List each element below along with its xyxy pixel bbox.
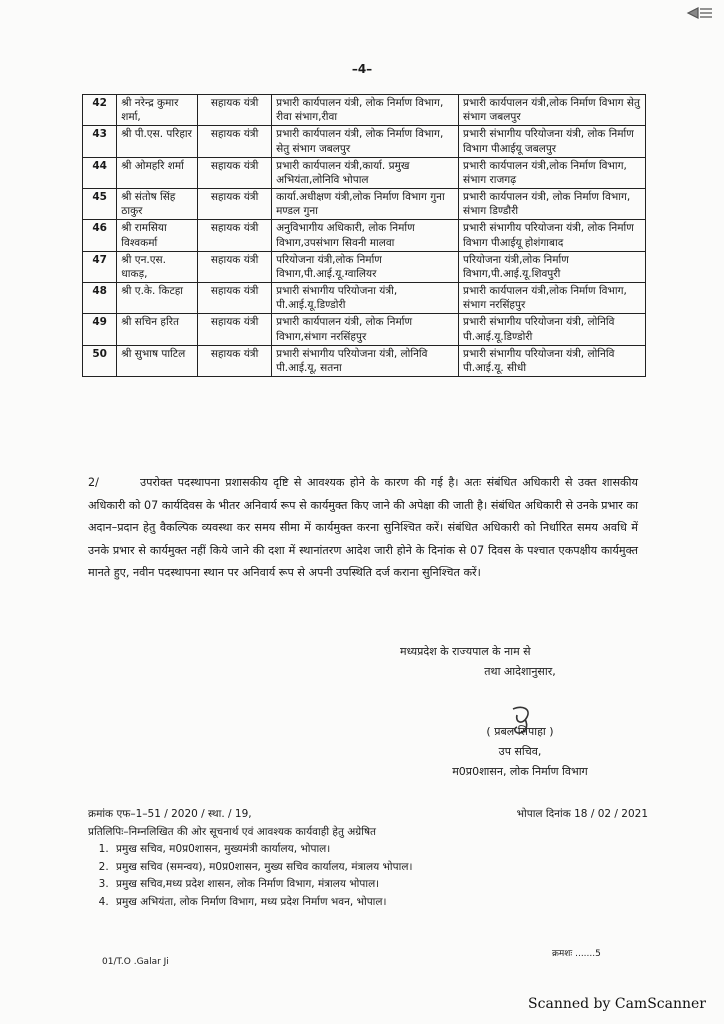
name-cell: श्री नरेन्द्र कुमार शर्मा, — [117, 95, 198, 126]
name-cell: श्री संतोष सिंह ठाकुर — [117, 189, 198, 220]
recipient-list — [88, 841, 648, 911]
serial-cell: 42 — [83, 95, 117, 126]
footer-ref: 01/T.O .Galar Ji — [102, 957, 169, 967]
designation-cell: सहायक यंत्री — [198, 314, 272, 345]
scanner-watermark: Scanned by CamScanner — [528, 996, 706, 1012]
new-post-cell: प्रभारी कार्यपालन यंत्री,लोक निर्माण विभाग सेतु संभाग जबलपुर — [459, 95, 646, 126]
table-row — [83, 157, 646, 188]
transfer-table — [82, 94, 646, 377]
new-post-cell: प्रभारी कार्यपालन यंत्री,लोक निर्माण विभाग, संभाग राजगढ़ — [459, 157, 646, 188]
paragraph-2 — [88, 472, 638, 585]
serial-cell: 50 — [83, 345, 117, 376]
new-post-cell: प्रभारी संभागीय परियोजना यंत्री, लोक निर्माण विभाग पीआईयू होशंगाबाद — [459, 220, 646, 251]
name-cell: श्री एन.एस. धाकड़, — [117, 251, 198, 282]
current-post-cell: प्रभारी संभागीय परियोजना यंत्री, पी.आई.यू.डिण्डोरी — [272, 283, 459, 314]
current-post-cell: प्रभारी कार्यपालन यंत्री, लोक निर्माण विभाग, सेतु संभाग जबलपुर — [272, 126, 459, 157]
name-cell: श्री सचिन हरित — [117, 314, 198, 345]
table-row — [83, 189, 646, 220]
copy-label: प्रतिलिपिः–निम्नलिखित की ओर सूचनार्थ एवं आवश्यक कार्यवाही हेतु अग्रेषित — [88, 825, 376, 838]
current-post-cell: परियोजना यंत्री,लोक निर्माण विभाग,पी.आई.यू.ग्वालियर — [272, 251, 459, 282]
signature-icon — [505, 703, 539, 737]
corner-mark-icon — [686, 6, 714, 20]
designation-cell: सहायक यंत्री — [198, 95, 272, 126]
table-row — [83, 345, 646, 376]
new-post-cell: प्रभारी कार्यपालन यंत्री, लोक निर्माण विभाग, संभाग डिण्डौरी — [459, 189, 646, 220]
serial-cell: 47 — [83, 251, 117, 282]
table-row — [83, 314, 646, 345]
designation-cell: सहायक यंत्री — [198, 189, 272, 220]
signatory-dept: म0प्र0शासन, लोक निर्माण विभाग — [452, 765, 588, 778]
list-item: 4. प्रमुख अभियंता, लोक निर्माण विभाग, मध्य प्रदेश निर्माण भवन, भोपाल। — [112, 894, 648, 912]
serial-cell: 49 — [83, 314, 117, 345]
current-post-cell: कार्या.अधीक्षण यंत्री,लोक निर्माण विभाग गुना मण्डल गुना — [272, 189, 459, 220]
new-post-cell: प्रभारी संभागीय परियोजना यंत्री, लोनिवि पी.आई.यू.डिण्डोरी — [459, 314, 646, 345]
authority-line-2: तथा आदेशानुसार, — [484, 665, 556, 678]
designation-cell: सहायक यंत्री — [198, 345, 272, 376]
designation-cell: सहायक यंत्री — [198, 283, 272, 314]
serial-cell: 48 — [83, 283, 117, 314]
continued-note: क्रमशः .......5 — [552, 949, 601, 959]
serial-cell: 44 — [83, 157, 117, 188]
name-cell: श्री रामसिया विश्वकर्मा — [117, 220, 198, 251]
serial-cell: 45 — [83, 189, 117, 220]
current-post-cell: प्रभारी कार्यपालन यंत्री, लोक निर्माण विभाग,संभाग नरसिंहपुर — [272, 314, 459, 345]
order-section — [88, 806, 648, 911]
table-row — [83, 251, 646, 282]
name-cell: श्री पी.एस. परिहार — [117, 126, 198, 157]
list-item: 1. प्रमुख सचिव, म0प्र0शासन, मुख्यमंत्री कार्यालय, भोपाल। — [112, 841, 648, 859]
current-post-cell: प्रभारी कार्यपालन यंत्री,कार्या. प्रमुख अभियंता,लोनिवि भोपाल — [272, 157, 459, 188]
designation-cell: सहायक यंत्री — [198, 126, 272, 157]
table-row — [83, 283, 646, 314]
new-post-cell: प्रभारी संभागीय परियोजना यंत्री, लोक निर्माण विभाग पीआईयू जबलपुर — [459, 126, 646, 157]
current-post-cell: अनुविभागीय अधिकारी, लोक निर्माण विभाग,उपसंभाग सिवनी मालवा — [272, 220, 459, 251]
page-number: –4– — [351, 62, 373, 76]
table-row — [83, 95, 646, 126]
authority-line: मध्यप्रदेश के राज्यपाल के नाम से — [400, 645, 531, 658]
paragraph-number: 2/ — [88, 476, 99, 489]
designation-cell: सहायक यंत्री — [198, 157, 272, 188]
new-post-cell: प्रभारी कार्यपालन यंत्री,लोक निर्माण विभाग, संभाग नरसिंहपुर — [459, 283, 646, 314]
current-post-cell: प्रभारी कार्यपालन यंत्री, लोक निर्माण विभाग, रीवा संभाग,रीवा — [272, 95, 459, 126]
new-post-cell: प्रभारी संभागीय परियोजना यंत्री, लोनिवि पी.आई.यू. सीधी — [459, 345, 646, 376]
new-post-cell: परियोजना यंत्री,लोक निर्माण विभाग,पी.आई.यू.शिवपुरी — [459, 251, 646, 282]
name-cell: श्री सुभाष पाटिल — [117, 345, 198, 376]
serial-cell: 46 — [83, 220, 117, 251]
designation-cell: सहायक यंत्री — [198, 220, 272, 251]
table-row — [83, 220, 646, 251]
signatory-title: उप सचिव, — [498, 745, 542, 758]
designation-cell: सहायक यंत्री — [198, 251, 272, 282]
name-cell: श्री ओमहरि शर्मा — [117, 157, 198, 188]
table-row — [83, 126, 646, 157]
list-item: 2. प्रमुख सचिव (समन्वय), म0प्र0शासन, मुख्य सचिव कार्यालय, मंत्रालय भोपाल। — [112, 859, 648, 877]
paragraph-text: उपरोक्त पदस्थापना प्रशासकीय दृष्टि से आवश्यक होने के कारण की गई है। अतः संबंधित अधिकारी से उक्त शासकीय अधिकारी को 07 कार्यदिवस के भीतर अनिवार्य रूप से कार्यमुक्त किए जाने की अपेक्षा की जाती है। संबंधित अधिकारी से उनके प्रभार का अदान–प्रदान हेतु वैकल्पिक व्यवस्था कर समय सीमा में कार्यमुक्त करना सुनिश्चित करें। संबंधित अधिकारी को निर्धारित समय अवधि में उनके प्रभार से कार्यमुक्त नहीं किये जाने की दशा में स्थानांतरण आदेश जारी होने के दिनांक से 07 दिवस के पश्चात एकपक्षीय कार्यमुक्त मानते हुए, नवीन पदस्थापना स्थान पर अनिवार्य रूप से अपनी उपस्थिति दर्ज कराना सुनिश्चित करें। — [88, 476, 638, 579]
signatory-name: ( प्रबल सिपाहा ) — [486, 725, 554, 738]
current-post-cell: प्रभारी संभागीय परियोजना यंत्री, लोनिवि पी.आई.यू, सतना — [272, 345, 459, 376]
serial-cell: 43 — [83, 126, 117, 157]
list-item: 3. प्रमुख सचिव,मध्य प्रदेश शासन, लोक निर्माण विभाग, मंत्रालय भोपाल। — [112, 876, 648, 894]
order-date: भोपाल दिनांक 18 / 02 / 2021 — [516, 808, 648, 820]
order-number: क्रमांक एफ–1–51 / 2020 / स्था. / 19, — [88, 808, 252, 820]
name-cell: श्री ए.के. किटहा — [117, 283, 198, 314]
